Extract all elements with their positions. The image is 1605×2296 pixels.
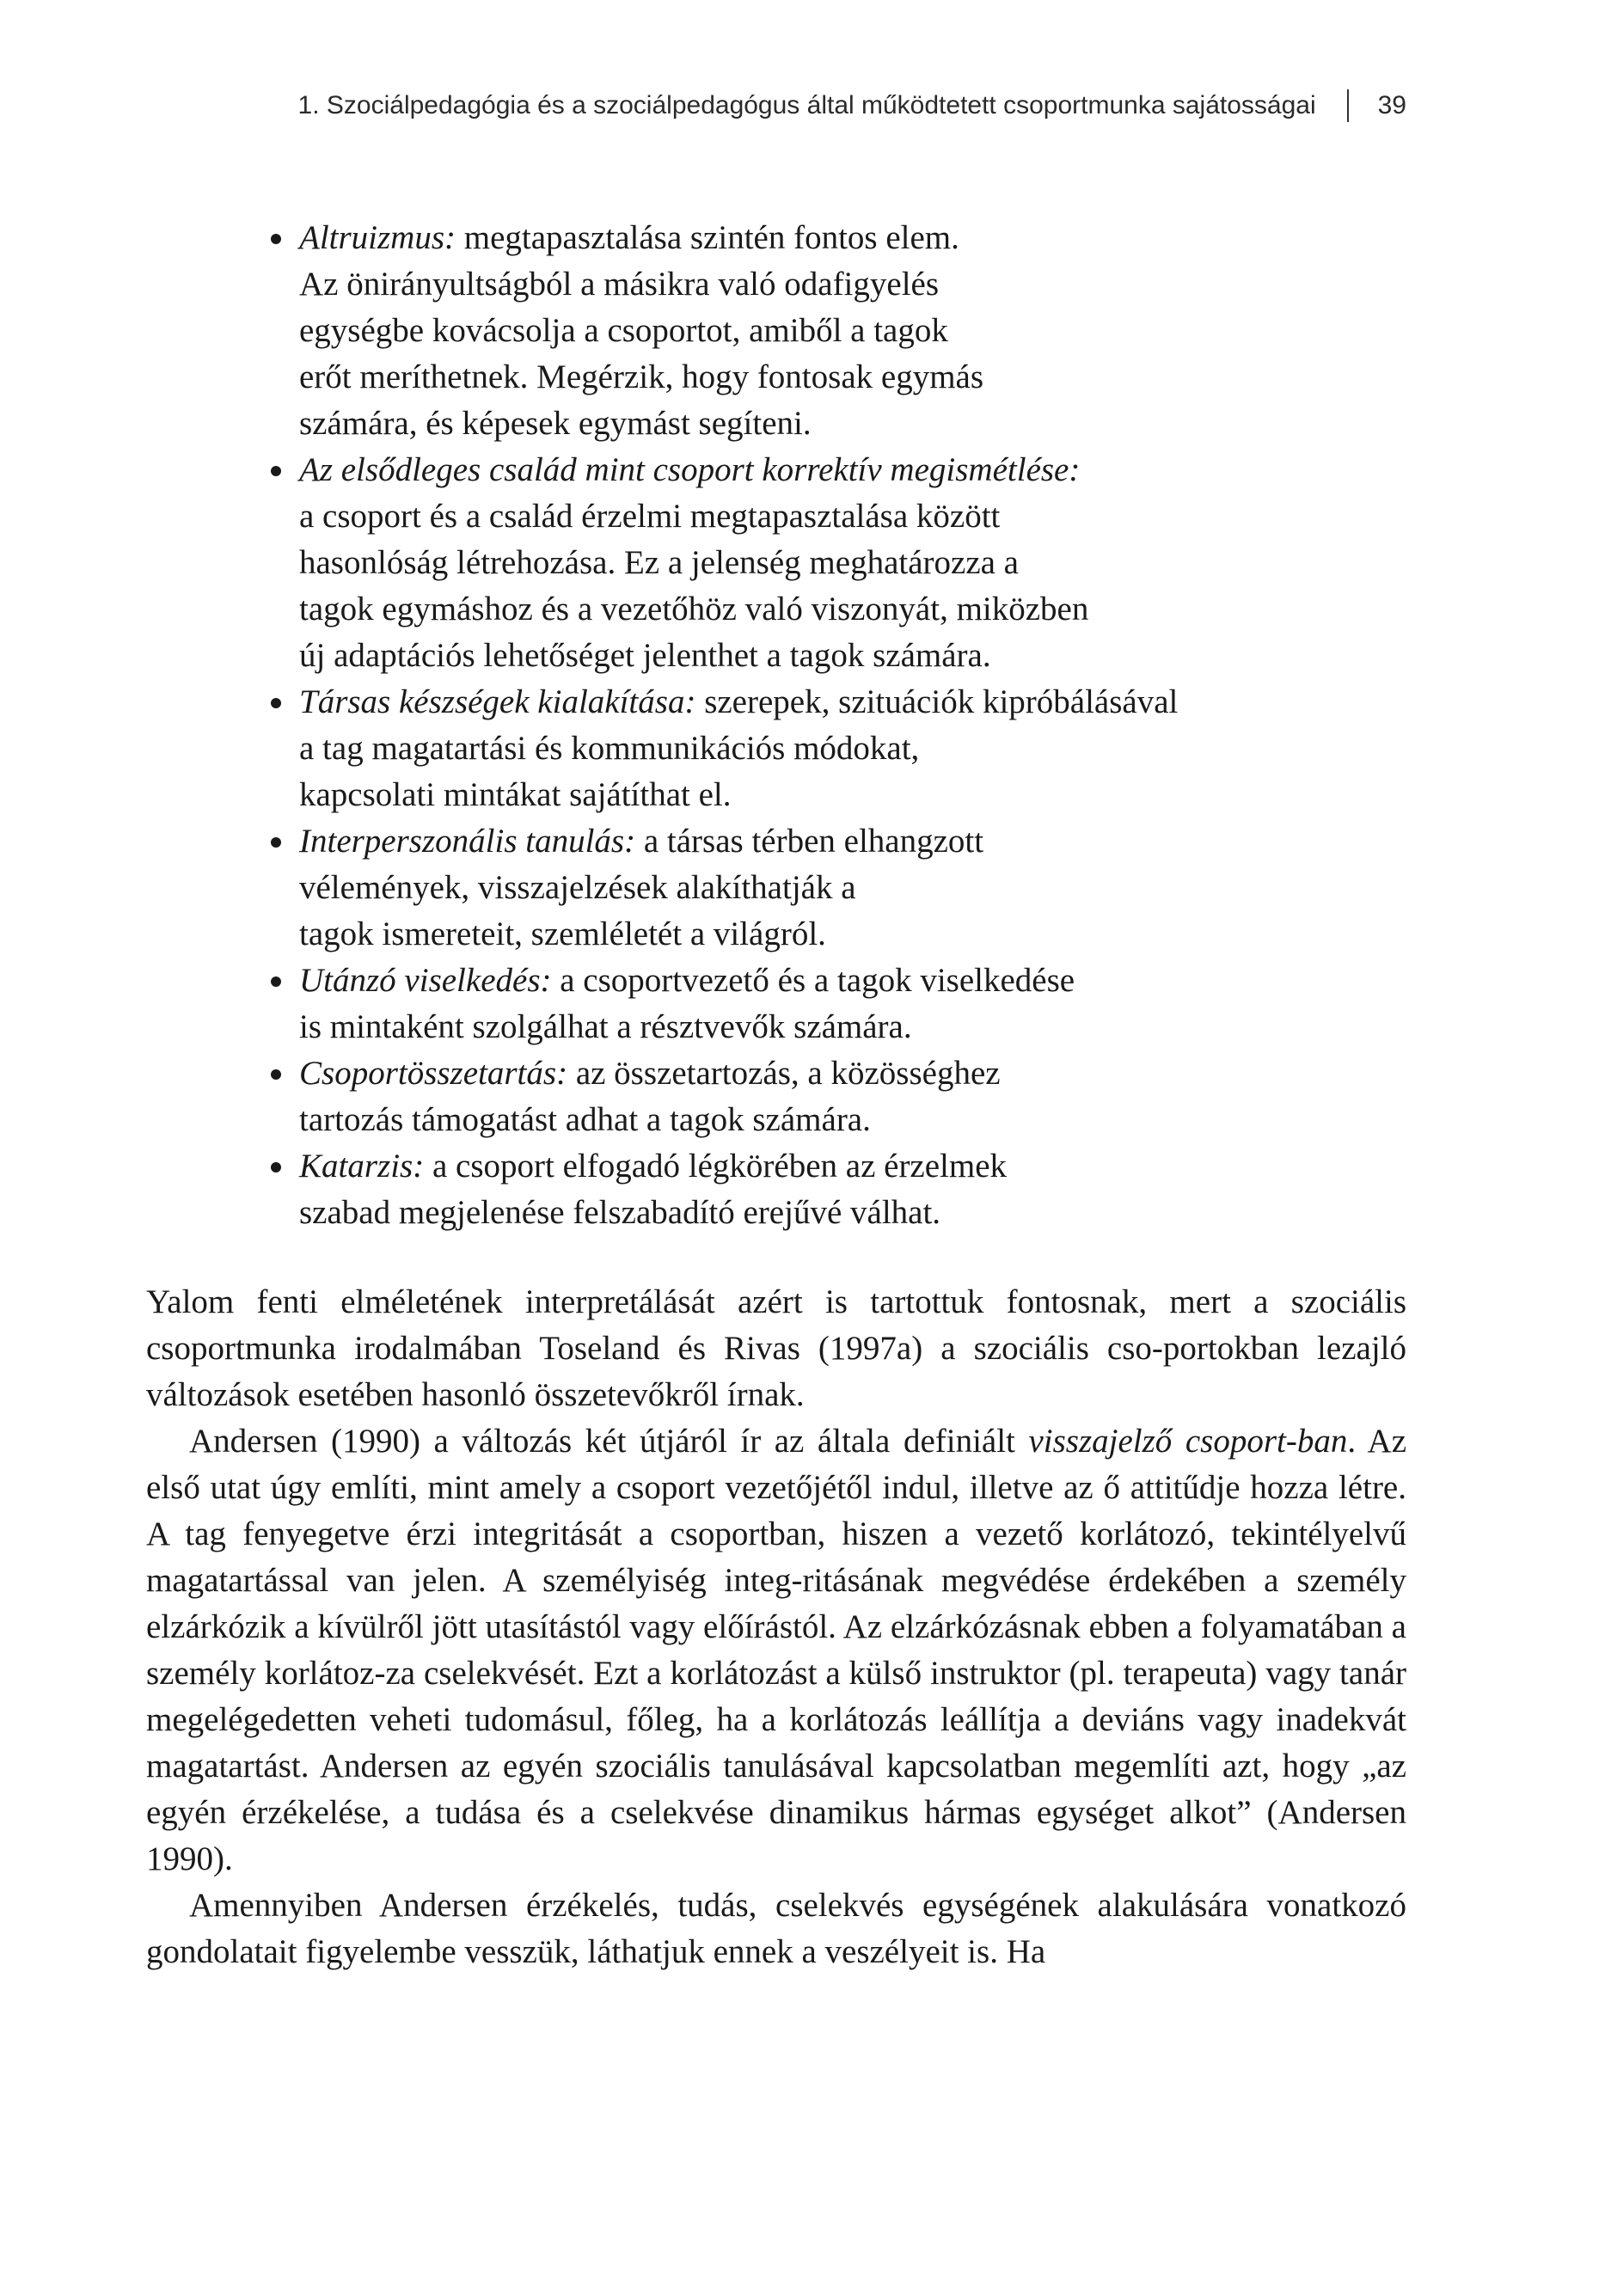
bullet-term: Interperszonális tanulás:	[299, 823, 636, 860]
bullet-term: Az elsődleges család mint csoport korrektív megismétlése:	[299, 451, 1081, 488]
bullet-line: új adaptációs lehetőséget jelenthet a tagok számára.	[299, 637, 991, 674]
bullet-line: hasonlóság létrehozása. Ez a jelenség meghatározza a	[299, 544, 1019, 581]
bullet-line: is mintaként szolgálhat a résztvevők számára.	[299, 1008, 912, 1045]
bullet-line: az összetartozás, a közösséghez	[567, 1055, 1001, 1092]
bullet-line: Az önirányultságból a másikra való odafigyelés	[299, 266, 940, 303]
bullet-line: a csoport elfogadó légkörében az érzelmek	[424, 1148, 1008, 1185]
bullet-dot-icon	[271, 977, 281, 987]
bullet-item	[271, 447, 1388, 679]
bullet-dot-icon	[271, 1162, 281, 1172]
bullet-line: tagok ismereteit, szemléletét a világról.	[299, 915, 826, 952]
bullet-dot-icon	[271, 837, 281, 848]
bullet-line: megtapasztalása szintén fontos elem.	[456, 219, 959, 256]
bullet-line: erőt meríthetnek. Megérzik, hogy fontosak egymás	[299, 358, 984, 395]
bullet-line: a társas térben elhangzott	[635, 823, 984, 860]
bullet-term: Utánzó viselkedés:	[299, 962, 552, 999]
bullet-dot-icon	[271, 698, 281, 708]
bullet-line: kapcsolati mintákat sajátíthat el.	[299, 776, 732, 813]
paragraph-andersen	[146, 1418, 1406, 1883]
bullet-item	[271, 215, 1388, 447]
running-header	[292, 89, 1406, 122]
bullet-dot-icon	[271, 1069, 281, 1080]
bullet-item	[271, 1050, 1388, 1143]
bullet-line: szabad megjelenése felszabadító erejűvé válhat.	[299, 1194, 941, 1231]
bullet-line: szerepek, szituációk kipróbálásával	[695, 683, 1179, 720]
bullet-item	[271, 1143, 1388, 1236]
bullet-term: Társas készségek kialakítása:	[299, 683, 696, 720]
bullet-line: a csoportvezető és a tagok viselkedése	[551, 962, 1075, 999]
bullet-term: Katarzis:	[299, 1148, 425, 1185]
bullet-dot-icon	[271, 234, 281, 244]
chapter-title: 1. Szociálpedagógia és a szociálpedagógus által működtetett csoportmunka sajátosságai	[297, 91, 1316, 119]
bullet-line: a csoport és a család érzelmi megtapasztalása között	[299, 498, 1001, 535]
emphasis-visszajelzo-csoportban: visszajelző csoport-ban	[1028, 1423, 1348, 1460]
body-text	[146, 1279, 1406, 1975]
bullet-list	[271, 215, 1388, 1236]
bullet-item	[271, 679, 1388, 818]
bullet-line: tartozás támogatást adhat a tagok számára.	[299, 1101, 871, 1138]
bullet-line: vélemények, visszajelzések alakíthatják a	[299, 869, 856, 906]
bullet-term: Altruizmus:	[299, 219, 456, 256]
bullet-item	[271, 818, 1388, 958]
page-number: 39	[1377, 91, 1406, 119]
bullet-line: a tag magatartási és kommunikációs módokat,	[299, 730, 920, 767]
paragraph-yalom: Yalom fenti elméletének interpretálását azért is tartottuk fontosnak, mert a szociális csoportmunka irodalmában Toseland és Rivas (1997a) a szociális cso-portokban lezajló változások esetében hasonló összetevőkről írnak.	[146, 1283, 1406, 1413]
paragraph-amennyiben: Amennyiben Andersen érzékelés, tudás, cselekvés egységének alakulására vonatkozó gondolatait figyelembe vesszük, láthatjuk ennek a veszélyeit is. Ha	[146, 1887, 1406, 1970]
bullet-line: egységbe kovácsolja a csoportot, amiből a tagok	[299, 312, 948, 349]
bullet-line: tagok egymáshoz és a vezetőhöz való viszonyát, miközben	[299, 591, 1089, 628]
bullet-line: számára, és képesek egymást segíteni.	[299, 405, 812, 442]
bullet-term: Csoportösszetartás:	[299, 1055, 568, 1092]
paragraph-andersen-start: Andersen (1990) a változás két útjáról ír az általa definiált	[189, 1423, 1029, 1460]
paragraph-andersen-rest: . Az első utat úgy említi, mint amely a csoport vezetőjétől indul, illetve az ő attitűdje hozza létre. A tag fenyegetve érzi integritását a csoportban, hiszen a vezető korlátozó, tekintélyelvű magatartással van jelen. A személyiség integ-ritásának megvédése érdekében a személy elzárkózik a kívülről jött utasítástól vagy előírástól. Az elzárkózásnak ebben a folyamatában a személy korlátoz-za cselekvését. Ezt a korlátozást a külső instruktor (pl. terapeuta) vagy tanár megelégedetten veheti tudomásul, főleg, ha a korlátozás leállítja a deviáns vagy inadekvát magatartást. Andersen az egyén szociális tanulásával kapcsolatban megemlíti azt, hogy „az egyén érzékelése, a tudása és a cselekvése dinamikus hármas egységet alkot” (Andersen 1990).	[146, 1423, 1406, 1877]
bullet-dot-icon	[271, 466, 281, 476]
bullet-item	[271, 958, 1388, 1050]
header-separator	[1347, 89, 1349, 122]
